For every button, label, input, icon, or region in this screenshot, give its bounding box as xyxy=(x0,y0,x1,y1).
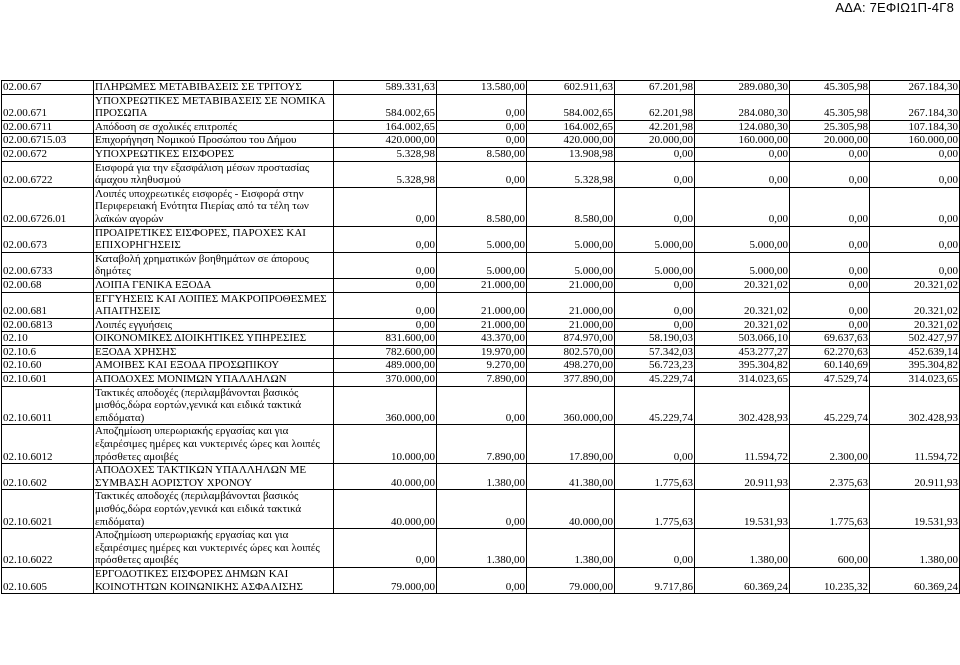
amendments-cell: 13.580,00 xyxy=(437,81,527,95)
final-budget-cell: 8.580,00 xyxy=(527,187,615,226)
paid-cell: 20.000,00 xyxy=(790,134,870,148)
final-budget-cell: 5.000,00 xyxy=(527,226,615,252)
final-budget-cell: 5.000,00 xyxy=(527,252,615,278)
approved-cell: 302.428,93 xyxy=(695,386,790,425)
paid-cell: 2.300,00 xyxy=(790,425,870,464)
committed-cell: 67.201,98 xyxy=(615,81,695,95)
paid-cell: 0,00 xyxy=(790,187,870,226)
account-code-cell: 02.00.6711 xyxy=(2,120,94,134)
cumulative-cell: 19.531,93 xyxy=(870,490,960,529)
account-code-cell: 02.00.6813 xyxy=(2,318,94,332)
amendments-cell: 8.580,00 xyxy=(437,187,527,226)
amendments-cell: 21.000,00 xyxy=(437,292,527,318)
paid-cell: 0,00 xyxy=(790,292,870,318)
paid-cell: 0,00 xyxy=(790,318,870,332)
amendments-cell: 8.580,00 xyxy=(437,147,527,161)
approved-cell: 284.080,30 xyxy=(695,94,790,120)
approved-cell: 314.023,65 xyxy=(695,373,790,387)
table-row xyxy=(2,252,960,278)
account-description-cell: ΠΡΟΑΙΡΕΤΙΚΕΣ ΕΙΣΦΟΡΕΣ, ΠΑΡΟΧΕΣ ΚΑΙ ΕΠΙΧΟΡΗΓΗΣΕΙΣ xyxy=(94,226,334,252)
account-code-cell: 02.00.671 xyxy=(2,94,94,120)
committed-cell: 62.201,98 xyxy=(615,94,695,120)
paid-cell: 69.637,63 xyxy=(790,332,870,346)
approved-cell: 124.080,30 xyxy=(695,120,790,134)
account-description-cell: Αποζημίωση υπερωριακής εργασίας και για εξαιρέσιμες ημέρες και νυκτερινές ώρες και λοιπές πρόσθετες αμοιβές xyxy=(94,529,334,568)
account-code-cell: 02.10.6011 xyxy=(2,386,94,425)
table-row xyxy=(2,345,960,359)
approved-cell: 0,00 xyxy=(695,161,790,187)
initial-budget-cell: 360.000,00 xyxy=(334,386,437,425)
account-description-cell: Εισφορά για την εξασφάλιση μέσων προστασίας άμαχου πληθυσμού xyxy=(94,161,334,187)
committed-cell: 56.723,23 xyxy=(615,359,695,373)
initial-budget-cell: 164.002,65 xyxy=(334,120,437,134)
final-budget-cell: 79.000,00 xyxy=(527,567,615,593)
final-budget-cell: 13.908,98 xyxy=(527,147,615,161)
account-code-cell: 02.00.681 xyxy=(2,292,94,318)
committed-cell: 0,00 xyxy=(615,318,695,332)
amendments-cell: 1.380,00 xyxy=(437,464,527,490)
budget-table-body xyxy=(2,81,960,594)
committed-cell: 9.717,86 xyxy=(615,567,695,593)
account-description-cell: ΕΡΓΟΔΟΤΙΚΕΣ ΕΙΣΦΟΡΕΣ ΔΗΜΩΝ ΚΑΙ ΚΟΙΝΟΤΗΤΩΝ ΚΟΙΝΩΝΙΚΗΣ ΑΣΦΑΛΙΣΗΣ xyxy=(94,567,334,593)
account-code-cell: 02.10.6012 xyxy=(2,425,94,464)
approved-cell: 0,00 xyxy=(695,187,790,226)
approved-cell: 20.911,93 xyxy=(695,464,790,490)
amendments-cell: 7.890,00 xyxy=(437,425,527,464)
amendments-cell: 9.270,00 xyxy=(437,359,527,373)
account-description-cell: ΟΙΚΟΝΟΜΙΚΕΣ ΔΙΟΙΚΗΤΙΚΕΣ ΥΠΗΡΕΣΙΕΣ xyxy=(94,332,334,346)
account-description-cell: Αποζημίωση υπερωριακής εργασίας και για εξαιρέσιμες ημέρες και νυκτερινές ώρες και λοιπές πρόσθετες αμοιβές xyxy=(94,425,334,464)
account-code-cell: 02.00.67 xyxy=(2,81,94,95)
account-code-cell: 02.10.6022 xyxy=(2,529,94,568)
amendments-cell: 0,00 xyxy=(437,490,527,529)
cumulative-cell: 314.023,65 xyxy=(870,373,960,387)
final-budget-cell: 1.380,00 xyxy=(527,529,615,568)
initial-budget-cell: 0,00 xyxy=(334,226,437,252)
table-row xyxy=(2,490,960,529)
account-code-cell: 02.00.6726.01 xyxy=(2,187,94,226)
account-description-cell: Λοιπές εγγυήσεις xyxy=(94,318,334,332)
approved-cell: 11.594,72 xyxy=(695,425,790,464)
account-code-cell: 02.00.6733 xyxy=(2,252,94,278)
cumulative-cell: 395.304,82 xyxy=(870,359,960,373)
account-description-cell: Καταβολή χρηματικών βοηθημάτων σε άπορους δημότες xyxy=(94,252,334,278)
paid-cell: 45.305,98 xyxy=(790,94,870,120)
account-code-cell: 02.10.605 xyxy=(2,567,94,593)
cumulative-cell: 20.321,02 xyxy=(870,318,960,332)
cumulative-cell: 0,00 xyxy=(870,187,960,226)
budget-table xyxy=(1,80,960,594)
committed-cell: 58.190,03 xyxy=(615,332,695,346)
cumulative-cell: 267.184,30 xyxy=(870,94,960,120)
amendments-cell: 21.000,00 xyxy=(437,318,527,332)
paid-cell: 25.305,98 xyxy=(790,120,870,134)
committed-cell: 0,00 xyxy=(615,147,695,161)
account-code-cell: 02.10 xyxy=(2,332,94,346)
table-row xyxy=(2,94,960,120)
initial-budget-cell: 420.000,00 xyxy=(334,134,437,148)
paid-cell: 10.235,32 xyxy=(790,567,870,593)
amendments-cell: 21.000,00 xyxy=(437,278,527,292)
final-budget-cell: 602.911,63 xyxy=(527,81,615,95)
committed-cell: 0,00 xyxy=(615,278,695,292)
table-row xyxy=(2,386,960,425)
paid-cell: 0,00 xyxy=(790,252,870,278)
initial-budget-cell: 0,00 xyxy=(334,529,437,568)
account-description-cell: ΥΠΟΧΡΕΩΤΙΚΕΣ ΕΙΣΦΟΡΕΣ xyxy=(94,147,334,161)
paid-cell: 45.305,98 xyxy=(790,81,870,95)
cumulative-cell: 20.911,93 xyxy=(870,464,960,490)
account-code-cell: 02.10.602 xyxy=(2,464,94,490)
final-budget-cell: 420.000,00 xyxy=(527,134,615,148)
approved-cell: 503.066,10 xyxy=(695,332,790,346)
table-row xyxy=(2,147,960,161)
final-budget-cell: 377.890,00 xyxy=(527,373,615,387)
cumulative-cell: 0,00 xyxy=(870,252,960,278)
account-description-cell: ΕΓΓΥΗΣΕΙΣ ΚΑΙ ΛΟΙΠΕΣ ΜΑΚΡΟΠΡΟΘΕΣΜΕΣ ΑΠΑΙΤΗΣΕΙΣ xyxy=(94,292,334,318)
cumulative-cell: 20.321,02 xyxy=(870,292,960,318)
cumulative-cell: 0,00 xyxy=(870,161,960,187)
approved-cell: 20.321,02 xyxy=(695,292,790,318)
initial-budget-cell: 489.000,00 xyxy=(334,359,437,373)
initial-budget-cell: 782.600,00 xyxy=(334,345,437,359)
initial-budget-cell: 0,00 xyxy=(334,318,437,332)
account-description-cell: Τακτικές αποδοχές (περιλαμβάνονται βασικός μισθός,δώρα εορτών,γενικά και ειδικά τακτικά επιδόματα) xyxy=(94,386,334,425)
table-row xyxy=(2,278,960,292)
final-budget-cell: 21.000,00 xyxy=(527,278,615,292)
cumulative-cell: 452.639,14 xyxy=(870,345,960,359)
account-description-cell: ΠΛΗΡΩΜΕΣ ΜΕΤΑΒΙΒΑΣΕΙΣ ΣΕ ΤΡΙΤΟΥΣ xyxy=(94,81,334,95)
table-row xyxy=(2,373,960,387)
table-row xyxy=(2,81,960,95)
paid-cell: 600,00 xyxy=(790,529,870,568)
cumulative-cell: 11.594,72 xyxy=(870,425,960,464)
final-budget-cell: 21.000,00 xyxy=(527,292,615,318)
committed-cell: 0,00 xyxy=(615,529,695,568)
committed-cell: 0,00 xyxy=(615,187,695,226)
initial-budget-cell: 370.000,00 xyxy=(334,373,437,387)
table-row xyxy=(2,425,960,464)
account-code-cell: 02.00.68 xyxy=(2,278,94,292)
account-code-cell: 02.00.6722 xyxy=(2,161,94,187)
amendments-cell: 7.890,00 xyxy=(437,373,527,387)
table-row xyxy=(2,332,960,346)
cumulative-cell: 502.427,97 xyxy=(870,332,960,346)
approved-cell: 5.000,00 xyxy=(695,252,790,278)
amendments-cell: 0,00 xyxy=(437,134,527,148)
final-budget-cell: 17.890,00 xyxy=(527,425,615,464)
committed-cell: 1.775,63 xyxy=(615,490,695,529)
paid-cell: 60.140,69 xyxy=(790,359,870,373)
account-description-cell: Τακτικές αποδοχές (περιλαμβάνονται βασικός μισθός,δώρα εορτών,γενικά και ειδικά τακτικά επιδόματα) xyxy=(94,490,334,529)
paid-cell: 0,00 xyxy=(790,226,870,252)
account-code-cell: 02.10.6021 xyxy=(2,490,94,529)
paid-cell: 0,00 xyxy=(790,161,870,187)
paid-cell: 45.229,74 xyxy=(790,386,870,425)
committed-cell: 0,00 xyxy=(615,161,695,187)
account-description-cell: Λοιπές υποχρεωτικές εισφορές - Εισφορά στην Περιφερειακή Ενότητα Πιερίας από τα τέλη των λαϊκών αγορών xyxy=(94,187,334,226)
account-code-cell: 02.10.6 xyxy=(2,345,94,359)
paid-cell: 1.775,63 xyxy=(790,490,870,529)
account-code-cell: 02.00.672 xyxy=(2,147,94,161)
cumulative-cell: 0,00 xyxy=(870,147,960,161)
paid-cell: 62.270,63 xyxy=(790,345,870,359)
paid-cell: 2.375,63 xyxy=(790,464,870,490)
account-description-cell: ΕΞΟΔΑ ΧΡΗΣΗΣ xyxy=(94,345,334,359)
table-row xyxy=(2,359,960,373)
initial-budget-cell: 40.000,00 xyxy=(334,490,437,529)
approved-cell: 160.000,00 xyxy=(695,134,790,148)
initial-budget-cell: 5.328,98 xyxy=(334,161,437,187)
final-budget-cell: 874.970,00 xyxy=(527,332,615,346)
account-description-cell: ΥΠΟΧΡΕΩΤΙΚΕΣ ΜΕΤΑΒΙΒΑΣΕΙΣ ΣΕ ΝΟΜΙΚΑ ΠΡΟΣΩΠΑ xyxy=(94,94,334,120)
committed-cell: 45.229,74 xyxy=(615,373,695,387)
amendments-cell: 19.970,00 xyxy=(437,345,527,359)
approved-cell: 0,00 xyxy=(695,147,790,161)
cumulative-cell: 302.428,93 xyxy=(870,386,960,425)
approved-cell: 20.321,02 xyxy=(695,318,790,332)
account-code-cell: 02.10.601 xyxy=(2,373,94,387)
table-row xyxy=(2,226,960,252)
amendments-cell: 5.000,00 xyxy=(437,226,527,252)
final-budget-cell: 360.000,00 xyxy=(527,386,615,425)
amendments-cell: 0,00 xyxy=(437,386,527,425)
final-budget-cell: 802.570,00 xyxy=(527,345,615,359)
committed-cell: 0,00 xyxy=(615,292,695,318)
paid-cell: 0,00 xyxy=(790,147,870,161)
initial-budget-cell: 589.331,63 xyxy=(334,81,437,95)
amendments-cell: 0,00 xyxy=(437,567,527,593)
cumulative-cell: 1.380,00 xyxy=(870,529,960,568)
table-row xyxy=(2,120,960,134)
account-description-cell: ΑΜΟΙΒΕΣ ΚΑΙ ΕΞΟΔΑ ΠΡΟΣΩΠΙΚΟΥ xyxy=(94,359,334,373)
amendments-cell: 0,00 xyxy=(437,161,527,187)
final-budget-cell: 21.000,00 xyxy=(527,318,615,332)
initial-budget-cell: 40.000,00 xyxy=(334,464,437,490)
cumulative-cell: 20.321,02 xyxy=(870,278,960,292)
initial-budget-cell: 584.002,65 xyxy=(334,94,437,120)
approved-cell: 453.277,27 xyxy=(695,345,790,359)
table-row xyxy=(2,318,960,332)
committed-cell: 5.000,00 xyxy=(615,226,695,252)
final-budget-cell: 498.270,00 xyxy=(527,359,615,373)
amendments-cell: 1.380,00 xyxy=(437,529,527,568)
approved-cell: 289.080,30 xyxy=(695,81,790,95)
account-code-cell: 02.10.60 xyxy=(2,359,94,373)
paid-cell: 0,00 xyxy=(790,278,870,292)
initial-budget-cell: 0,00 xyxy=(334,187,437,226)
table-row xyxy=(2,529,960,568)
cumulative-cell: 267.184,30 xyxy=(870,81,960,95)
committed-cell: 42.201,98 xyxy=(615,120,695,134)
amendments-cell: 0,00 xyxy=(437,120,527,134)
account-code-cell: 02.00.673 xyxy=(2,226,94,252)
table-row xyxy=(2,292,960,318)
account-description-cell: ΑΠΟΔΟΧΕΣ ΜΟΝΙΜΩΝ ΥΠΑΛΛΗΛΩΝ xyxy=(94,373,334,387)
amendments-cell: 43.370,00 xyxy=(437,332,527,346)
approved-cell: 5.000,00 xyxy=(695,226,790,252)
committed-cell: 0,00 xyxy=(615,425,695,464)
approved-cell: 395.304,82 xyxy=(695,359,790,373)
amendments-cell: 0,00 xyxy=(437,94,527,120)
table-row xyxy=(2,464,960,490)
account-description-cell: ΛΟΙΠΑ ΓΕΝΙΚΑ ΕΞΟΔΑ xyxy=(94,278,334,292)
final-budget-cell: 40.000,00 xyxy=(527,490,615,529)
final-budget-cell: 584.002,65 xyxy=(527,94,615,120)
cumulative-cell: 107.184,30 xyxy=(870,120,960,134)
initial-budget-cell: 0,00 xyxy=(334,252,437,278)
initial-budget-cell: 0,00 xyxy=(334,292,437,318)
committed-cell: 20.000,00 xyxy=(615,134,695,148)
approved-cell: 60.369,24 xyxy=(695,567,790,593)
approved-cell: 1.380,00 xyxy=(695,529,790,568)
committed-cell: 5.000,00 xyxy=(615,252,695,278)
committed-cell: 57.342,03 xyxy=(615,345,695,359)
cumulative-cell: 0,00 xyxy=(870,226,960,252)
committed-cell: 45.229,74 xyxy=(615,386,695,425)
initial-budget-cell: 0,00 xyxy=(334,278,437,292)
table-row xyxy=(2,134,960,148)
approved-cell: 20.321,02 xyxy=(695,278,790,292)
account-description-cell: Απόδοση σε σχολικές επιτροπές xyxy=(94,120,334,134)
paid-cell: 47.529,74 xyxy=(790,373,870,387)
ada-identifier: ΑΔΑ: 7ΕΦΙΩ1Π-4Γ8 xyxy=(835,0,954,15)
account-description-cell: Επιχορήγηση Νομικού Προσώπου του Δήμου xyxy=(94,134,334,148)
initial-budget-cell: 831.600,00 xyxy=(334,332,437,346)
cumulative-cell: 60.369,24 xyxy=(870,567,960,593)
table-row xyxy=(2,567,960,593)
final-budget-cell: 5.328,98 xyxy=(527,161,615,187)
amendments-cell: 5.000,00 xyxy=(437,252,527,278)
table-row xyxy=(2,187,960,226)
final-budget-cell: 164.002,65 xyxy=(527,120,615,134)
table-row xyxy=(2,161,960,187)
initial-budget-cell: 5.328,98 xyxy=(334,147,437,161)
account-code-cell: 02.00.6715.03 xyxy=(2,134,94,148)
approved-cell: 19.531,93 xyxy=(695,490,790,529)
cumulative-cell: 160.000,00 xyxy=(870,134,960,148)
initial-budget-cell: 79.000,00 xyxy=(334,567,437,593)
final-budget-cell: 41.380,00 xyxy=(527,464,615,490)
account-description-cell: ΑΠΟΔΟΧΕΣ ΤΑΚΤΙΚΩΝ ΥΠΑΛΛΗΛΩΝ ΜΕ ΣΥΜΒΑΣΗ ΑΟΡΙΣΤΟΥ ΧΡΟΝΟΥ xyxy=(94,464,334,490)
initial-budget-cell: 10.000,00 xyxy=(334,425,437,464)
committed-cell: 1.775,63 xyxy=(615,464,695,490)
